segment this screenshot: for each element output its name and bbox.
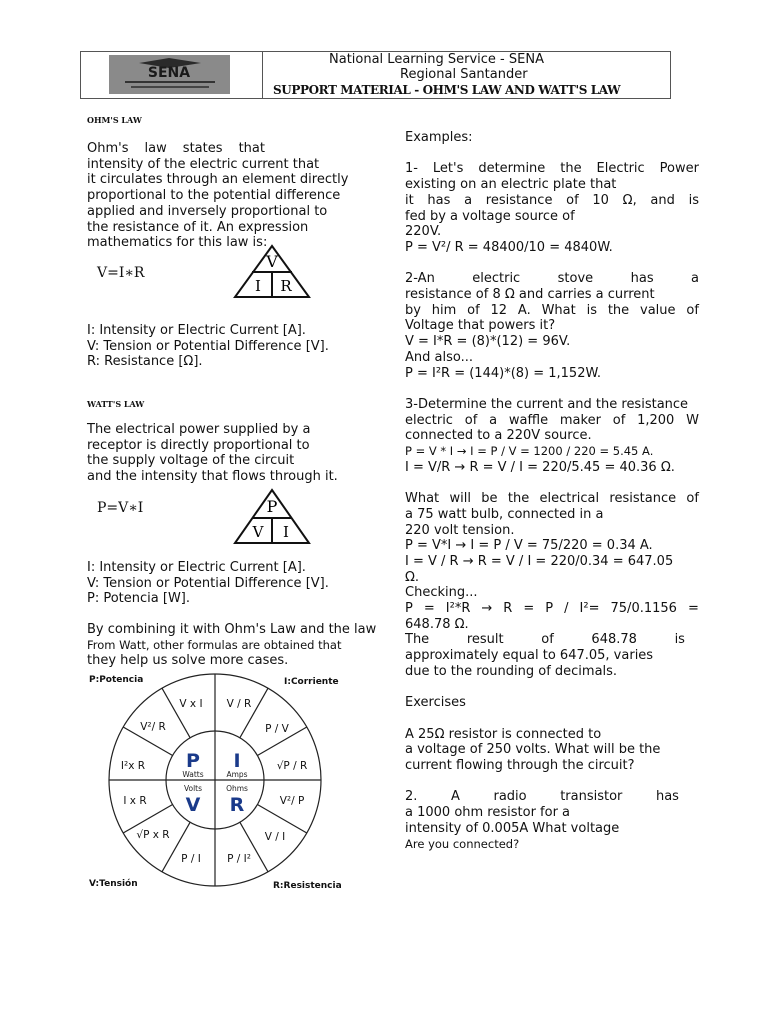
word: is — [674, 632, 685, 648]
word: 12 — [490, 302, 508, 318]
wheel-center-i: I — [233, 750, 241, 772]
ex4-line — [405, 632, 685, 648]
wheel-seg-pi: P / I — [181, 853, 201, 865]
word: by — [405, 302, 421, 318]
watts-p-line: receptor is directly proportional to — [87, 437, 310, 453]
combine-paragraph — [87, 622, 387, 669]
word: of — [566, 192, 579, 208]
word: a — [691, 271, 699, 287]
watts-tri-right: I — [283, 523, 289, 541]
exercise-line: a 1000 ohm resistor for a — [405, 805, 571, 821]
ohms-p-line: it circulates through an element directly — [87, 172, 349, 188]
word: R — [503, 601, 513, 617]
ex3-line: connected to a 220V source. — [405, 428, 592, 444]
word: resistance — [609, 491, 677, 507]
wheel-center-v: V — [185, 794, 201, 816]
word: of — [686, 491, 699, 507]
combine-line: By combining it with Ohm's Law and the law — [87, 622, 377, 637]
wheel-seg-sqrt-p-r: √P / R — [276, 760, 308, 772]
ohms-p-line-1 — [87, 141, 265, 157]
word: 648.78 — [591, 632, 637, 648]
ohms-tri-right: R — [280, 277, 292, 295]
word: transistor — [560, 789, 623, 805]
word: Electric — [596, 161, 645, 177]
ex2-line — [405, 303, 699, 319]
word: 10 — [592, 192, 609, 208]
def-line: I: Intensity or Electric Current [A]. — [87, 323, 306, 338]
ohms-p-line: applied and inversely proportional to — [87, 203, 328, 219]
word: → — [481, 601, 493, 617]
wheel-corner-corriente: I:Corriente — [284, 677, 339, 687]
ex4-line: 648.78 Ω. — [405, 616, 469, 632]
ex2-line: P = I²R = (144)*(8) = 1,152W. — [405, 365, 601, 381]
ex4-line: approximately equal to 647.05, varies — [405, 648, 654, 664]
exercise-line: current flowing through the circuit? — [405, 758, 635, 774]
ex4-line: Checking... — [405, 585, 478, 601]
word: P — [405, 601, 413, 617]
word: the — [560, 161, 582, 177]
ex4-line: I = V / R → R = V / I = 220/0.34 = 647.05 — [405, 553, 674, 569]
word: resistance — [485, 192, 553, 208]
wheel-seg-i2xr: I²x R — [120, 760, 146, 772]
ex3-line: P = V * I → I = P / V = 1200 / 220 = 5.45 A. — [405, 444, 654, 459]
ohms-law-heading: OHM'S LAW — [87, 115, 142, 125]
word: electric — [405, 412, 453, 428]
word: electric — [472, 271, 521, 287]
ohms-formula: V=I∗R — [97, 265, 145, 281]
formula-wheel — [87, 670, 347, 895]
word: Ω, — [622, 192, 637, 208]
ex4-line: a 75 watt bulb, connected in a — [405, 506, 604, 522]
exercise-line — [405, 789, 679, 805]
word: a — [464, 192, 473, 208]
word: of — [541, 632, 554, 648]
watts-p-line: and the intensity that flows through it. — [87, 469, 338, 485]
wheel-unit-watts: Watts — [182, 770, 204, 779]
wheel-unit-volts: Volts — [183, 784, 203, 793]
word: value — [640, 302, 676, 318]
wheel-center-r: R — [229, 794, 245, 816]
word: the — [507, 491, 530, 507]
word: of — [612, 412, 626, 428]
header-institution: National Learning Service - SENA — [329, 52, 544, 67]
word: him — [431, 302, 457, 318]
def-line: R: Resistance [Ω]. — [87, 354, 203, 370]
ex3-line: 3-Determine the current and the resistance — [405, 396, 689, 412]
word: P — [545, 601, 554, 617]
wheel-seg-vr: V / R — [226, 698, 252, 710]
wheel-seg-pv: P / V — [265, 723, 289, 735]
def-line: I: Intensity or Electric Current [A]. — [87, 560, 306, 575]
watts-tri-top: P — [266, 497, 278, 516]
word: stove — [557, 271, 594, 287]
word: be — [481, 491, 498, 507]
word: electrical — [539, 491, 600, 507]
ohms-paragraph — [87, 141, 367, 251]
ex1-line — [405, 193, 699, 209]
word: result — [466, 632, 504, 648]
wheel-unit-ohms: Ohms — [226, 784, 248, 793]
word: = — [523, 601, 535, 617]
ex3-line — [405, 413, 699, 429]
wheel-seg-vi: V / I — [264, 831, 286, 843]
ohms-triangle — [232, 244, 312, 300]
word: / — [564, 601, 569, 617]
watts-triangle — [232, 488, 312, 546]
examples-heading: Examples: — [405, 130, 473, 145]
ohms-p-line: intensity of the electric current that — [87, 156, 320, 172]
word: has — [427, 192, 451, 208]
word: 2. — [405, 789, 418, 805]
wheel-corner-resistencia: R:Resistencia — [273, 881, 342, 891]
word: Let's — [432, 161, 464, 177]
word: Power — [659, 161, 699, 177]
ex4-line — [405, 491, 699, 507]
wheel-seg-v2r: V²/ R — [140, 721, 166, 733]
word: A — [450, 789, 460, 805]
exercise-line: a voltage of 250 volts. What will be the — [405, 742, 661, 758]
word: has — [630, 271, 654, 287]
ex2-line: V = I*R = (8)*(12) = 96V. — [405, 334, 571, 350]
wheel-unit-amps: Amps — [226, 770, 248, 779]
wheel-corner-potencia: P:Potencia — [89, 675, 144, 685]
watts-paragraph — [87, 422, 367, 485]
sena-logo — [109, 55, 230, 94]
word: waffle — [508, 412, 549, 428]
word: I²= — [579, 601, 600, 617]
word: W — [686, 412, 699, 428]
ex1-line — [405, 161, 699, 177]
word: radio — [493, 789, 527, 805]
word: a — [489, 412, 498, 428]
word: What — [405, 491, 440, 507]
word: states — [182, 141, 223, 156]
word: 1- — [405, 161, 418, 177]
word: What — [541, 302, 576, 318]
exercise-line: intensity of 0.005A What voltage — [405, 820, 620, 836]
word: has — [655, 789, 679, 805]
word: the — [607, 302, 630, 318]
word: A. — [517, 302, 531, 318]
ex1-line: fed by a voltage source of — [405, 208, 575, 224]
def-line: P: Potencia [W]. — [87, 591, 191, 607]
watts-formula: P=V∗I — [97, 500, 144, 516]
word: I²*R — [445, 601, 471, 617]
wheel-seg-pi2: P / I² — [227, 853, 251, 865]
wheel-center-p: P — [186, 750, 200, 772]
ex4-line: Ω. — [405, 569, 420, 585]
wheel-seg-v2p: V²/ P — [279, 795, 305, 807]
ex3-line: I = V/R → R = V / I = 220/5.45 = 40.36 Ω. — [405, 459, 675, 475]
word: Ohm's — [87, 141, 129, 156]
ohms-tri-top: V — [266, 252, 278, 271]
ex1-line: P = V²/ R = 48400/10 = 4840W. — [405, 239, 613, 255]
watts-p-line: The electrical power supplied by a — [87, 422, 311, 437]
word: it — [405, 192, 414, 208]
wheel-seg-vxi: V x I — [179, 698, 203, 710]
exercise-line: Are you connected? — [405, 836, 520, 851]
ex4-line: P = V*I → I = P / V = 75/220 = 0.34 A. — [405, 538, 653, 554]
svg-text:SENA: SENA — [147, 65, 191, 81]
word: 2-An — [405, 271, 435, 287]
ohms-p-line: mathematics for this law is: — [87, 235, 268, 251]
word: 75/0.1156 — [610, 601, 677, 617]
watts-p-line: the supply voltage of the circuit — [87, 453, 295, 469]
def-line: V: Tension or Potential Difference [V]. — [87, 338, 329, 354]
ohms-p-line: proportional to the potential difference — [87, 188, 341, 204]
def-line: V: Tension or Potential Difference [V]. — [87, 575, 329, 591]
ohms-p-line: the resistance of it. An expression — [87, 219, 309, 235]
word: determine — [478, 161, 546, 177]
wheel-seg-ixr: I x R — [123, 795, 147, 807]
word: maker — [559, 412, 601, 428]
word: is — [688, 192, 699, 208]
ex4-line: 220 volt tension. — [405, 522, 515, 538]
ex4-line — [405, 601, 699, 617]
exercises-heading: Exercises — [405, 695, 466, 711]
ex2-line: resistance of 8 Ω and carries a current — [405, 287, 655, 302]
examples-section — [405, 130, 699, 852]
ex2-line: Voltage that powers it? — [405, 318, 556, 334]
ex2-line — [405, 271, 699, 287]
exercise-line: A 25Ω resistor is connected to — [405, 726, 602, 742]
word: that — [238, 141, 265, 156]
word: of — [464, 412, 478, 428]
word: of — [467, 302, 480, 318]
ex4-line: due to the rounding of decimals. — [405, 663, 618, 679]
word: The — [405, 632, 430, 648]
header-region: Regional Santander — [400, 67, 528, 82]
header-divider — [262, 51, 263, 99]
ex1-line: 220V. — [405, 224, 442, 240]
watts-tri-left: V — [252, 523, 264, 541]
ohms-definitions — [87, 323, 367, 370]
word: of — [686, 302, 699, 318]
wheel-corner-tension: V:Tensión — [89, 879, 138, 889]
watts-definitions — [87, 560, 377, 607]
word: will — [449, 491, 471, 507]
word: 1,200 — [637, 412, 675, 428]
word: = — [687, 601, 699, 617]
word: = — [423, 601, 435, 617]
word: law — [144, 141, 167, 156]
watts-law-heading: WATT'S LAW — [87, 399, 145, 409]
word: and — [650, 192, 675, 208]
ex2-line: And also... — [405, 349, 473, 365]
header-title: SUPPORT MATERIAL - OHM'S LAW AND WATT'S LAW — [273, 83, 621, 97]
wheel-seg-sqrt-pxr: √P x R — [136, 829, 170, 841]
ex1-line: existing on an electric plate that — [405, 177, 617, 193]
ohms-tri-left: I — [255, 277, 261, 295]
combine-line: they help us solve more cases. — [87, 653, 289, 669]
sena-logo-graphic — [109, 55, 230, 94]
combine-line: From Watt, other formulas are obtained that — [87, 637, 342, 652]
word: is — [586, 302, 597, 318]
